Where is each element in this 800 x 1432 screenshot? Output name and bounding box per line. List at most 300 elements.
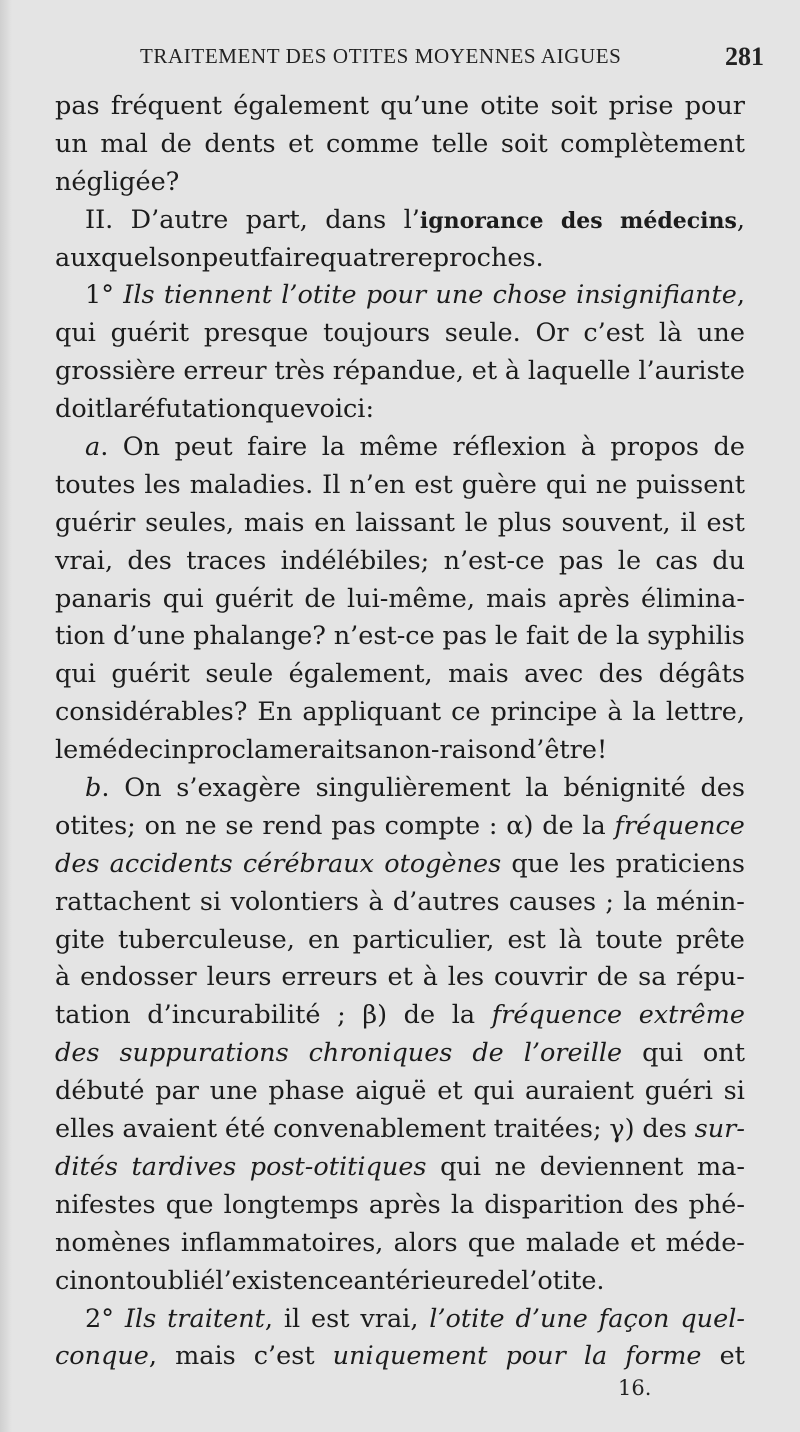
word [55, 88, 100, 126]
text-fragment: cas [655, 545, 698, 576]
text-fragment: ont [702, 1038, 745, 1069]
word [647, 618, 745, 656]
text-line [55, 353, 745, 391]
text-fragment: guérit [111, 659, 190, 690]
word [354, 732, 382, 770]
italic-text: fréquence [491, 1000, 623, 1031]
word [659, 315, 682, 353]
text-fragment: et [471, 356, 498, 387]
text-fragment: seules, [145, 507, 235, 538]
text-fragment: dégâts [658, 659, 745, 690]
word [639, 997, 745, 1035]
italic-text: dités [55, 1151, 118, 1182]
word [577, 618, 608, 656]
text-fragment: pas [331, 810, 376, 841]
text-fragment: singulièrement [315, 773, 511, 804]
word [505, 353, 520, 391]
text-line [55, 315, 745, 353]
text-fragment: malade [525, 1227, 620, 1258]
word [55, 353, 176, 391]
word [155, 1073, 199, 1111]
text-fragment: particulier, [352, 924, 495, 955]
word [620, 202, 745, 240]
word [380, 88, 469, 126]
text-fragment: quatre [320, 242, 406, 273]
italic-text: traitent [167, 1303, 265, 1334]
text-fragment: négligée? [55, 166, 180, 197]
word [465, 505, 488, 543]
text-fragment: élimina- [640, 583, 745, 614]
text-fragment: c’est [253, 1341, 315, 1372]
word [55, 164, 179, 202]
word [250, 1149, 427, 1187]
text-fragment: de [542, 810, 574, 841]
word [113, 618, 185, 656]
text-fragment: part, [245, 204, 308, 235]
text-fragment: même [359, 432, 439, 463]
word [205, 656, 273, 694]
word [362, 997, 387, 1035]
word [105, 391, 128, 429]
text-fragment: que [165, 1189, 214, 1220]
text-fragment: plus [497, 507, 552, 538]
text-fragment: seule [205, 659, 274, 690]
word [368, 884, 383, 922]
text-fragment: prise [608, 91, 674, 121]
text-fragment: ce [451, 697, 481, 728]
text-fragment: ma- [697, 1151, 745, 1182]
word [501, 126, 548, 164]
word [486, 581, 547, 619]
text-fragment: de [160, 128, 192, 159]
word [666, 694, 745, 732]
text-fragment: : [488, 810, 498, 841]
word [697, 1149, 745, 1187]
text-fragment: ne [595, 469, 628, 500]
text-fragment: qui [55, 318, 96, 349]
word [498, 505, 552, 543]
text-fragment: aiguë [355, 1076, 427, 1107]
word [244, 505, 305, 543]
text-fragment: fait [525, 621, 569, 652]
italic-text: suppurations [119, 1038, 289, 1069]
text-fragment: syphilis [647, 621, 745, 652]
word [166, 1187, 214, 1225]
text-fragment: non-raison [382, 735, 520, 766]
text-line [55, 1263, 745, 1301]
text-fragment: n’est-ce [443, 545, 545, 576]
word [618, 543, 641, 581]
text-fragment: on [144, 810, 177, 841]
word [384, 846, 501, 884]
word [55, 581, 152, 619]
text-fragment: comme [326, 128, 420, 159]
word [224, 1187, 359, 1225]
word [641, 581, 745, 619]
text-fragment: elles [55, 1114, 115, 1145]
word [55, 1187, 156, 1225]
text-fragment: est [311, 1303, 350, 1334]
word [414, 467, 452, 505]
italic-text: l’otite [281, 280, 357, 311]
text-fragment: seule. [444, 318, 521, 349]
word [700, 770, 745, 808]
word [546, 467, 587, 505]
text-fragment: laquelle [527, 356, 631, 387]
word [583, 315, 644, 353]
word [333, 353, 464, 391]
text-fragment: si [723, 1076, 745, 1107]
word [535, 315, 568, 353]
italic-text: pour [505, 1341, 566, 1372]
word [516, 1301, 588, 1339]
word [615, 808, 745, 846]
italic-text: pour [365, 280, 427, 311]
text-line [55, 808, 745, 846]
italic-text: la [583, 1341, 608, 1372]
word [55, 240, 170, 278]
word [506, 808, 533, 846]
word [125, 1301, 156, 1339]
text-fragment: lui-même, [346, 583, 475, 614]
text-fragment: otite [480, 91, 540, 121]
text-fragment: pour [684, 91, 745, 121]
text-fragment: il [680, 507, 697, 538]
text-fragment: grossière [55, 356, 176, 387]
text-fragment: la [105, 394, 129, 425]
text-fragment: le [55, 735, 79, 766]
text-fragment: peut [174, 432, 233, 463]
word [393, 884, 500, 922]
word [645, 1073, 713, 1111]
text-fragment: de [403, 1000, 436, 1031]
word [366, 277, 426, 315]
word [347, 581, 475, 619]
italic-text: chose [492, 280, 567, 311]
word [495, 618, 518, 656]
text-line [55, 581, 745, 619]
word [111, 656, 189, 694]
text-fragment: ménin- [656, 886, 745, 917]
word [630, 1225, 655, 1263]
text-line [55, 1225, 745, 1263]
text-fragment: reproches. [405, 242, 544, 273]
italic-text: b [85, 773, 102, 804]
word [528, 353, 631, 391]
text-fragment: mais [448, 659, 509, 690]
word [145, 505, 234, 543]
word [616, 618, 639, 656]
word [423, 959, 438, 997]
word [85, 202, 113, 240]
text-line [55, 1035, 745, 1073]
text-fragment: antérieure [353, 1265, 490, 1296]
word [569, 846, 605, 884]
word [323, 315, 430, 353]
word [685, 88, 745, 126]
text-fragment: l’ [403, 204, 420, 235]
word [55, 543, 113, 581]
word [132, 1149, 237, 1187]
word [55, 1073, 145, 1111]
text-fragment: prête [675, 924, 745, 955]
text-line [55, 1149, 745, 1187]
text-fragment: est [706, 507, 745, 538]
text-fragment: le [494, 621, 519, 652]
word [309, 1035, 453, 1073]
word [560, 126, 745, 164]
word [609, 1111, 634, 1149]
word [525, 1073, 634, 1111]
text-fragment: pas [55, 91, 100, 121]
text-fragment: , [736, 280, 745, 311]
text-fragment: principe [490, 697, 598, 728]
word [119, 1035, 288, 1073]
word [540, 1149, 684, 1187]
text-fragment: après [557, 583, 630, 614]
text-line [55, 543, 745, 581]
text-fragment: considérables? [55, 697, 248, 728]
text-fragment: soit [550, 91, 598, 121]
text-fragment: été [224, 1114, 266, 1145]
text-fragment: Or [535, 318, 569, 349]
word [331, 808, 376, 846]
text-line [55, 1301, 745, 1339]
text-line [55, 694, 745, 732]
word [281, 277, 356, 315]
text-fragment: praticiens [615, 848, 745, 879]
running-title: TRAITEMENT DES OTITES MOYENNES AIGUES [140, 44, 622, 68]
text-fragment: méde- [665, 1227, 745, 1258]
word [200, 884, 221, 922]
text-fragment: erreur [183, 356, 267, 387]
word [100, 126, 148, 164]
text-line [55, 732, 745, 770]
word [181, 1225, 384, 1263]
word [145, 808, 177, 846]
running-head [140, 44, 770, 74]
text-fragment: et [437, 1076, 463, 1107]
word [524, 656, 583, 694]
text-fragment: le [464, 507, 489, 538]
word [127, 543, 172, 581]
word [325, 202, 386, 240]
text-fragment: 2° [85, 1303, 114, 1334]
word [596, 467, 628, 505]
italic-text: Ils [124, 1303, 157, 1334]
word [542, 808, 573, 846]
italic-text: quel- [680, 1303, 745, 1334]
italic-text: cérébraux [242, 848, 375, 879]
italic-text: extrême [638, 1000, 745, 1031]
word [85, 1301, 114, 1339]
italic-text: Ils [123, 280, 155, 311]
text-fragment: presque [203, 318, 309, 349]
word [453, 429, 567, 467]
text-line [55, 884, 745, 922]
word [404, 997, 435, 1035]
text-fragment: sa [638, 962, 667, 993]
text-fragment: oublié [135, 1265, 216, 1296]
text-line [55, 618, 745, 656]
text-fragment: la [451, 1000, 476, 1031]
word [334, 618, 435, 656]
text-fragment: c’est [583, 318, 645, 349]
word [243, 846, 374, 884]
word [355, 1073, 426, 1111]
text-fragment: β) [362, 1000, 388, 1031]
word [655, 543, 698, 581]
word [489, 808, 498, 846]
text-line [55, 770, 745, 808]
text-fragment: , [148, 1341, 158, 1372]
word [167, 1301, 273, 1339]
word [78, 732, 188, 770]
text-fragment: de [713, 432, 745, 463]
word [697, 315, 745, 353]
text-fragment: n’est-ce [333, 621, 435, 652]
word [188, 732, 355, 770]
text-fragment: la [615, 621, 640, 652]
text-fragment: qui [545, 469, 587, 500]
word [349, 467, 405, 505]
text-fragment: En [257, 697, 293, 728]
word [322, 429, 345, 467]
word [131, 202, 229, 240]
text-fragment: vrai, [360, 1303, 419, 1334]
text-fragment: que [467, 1227, 516, 1258]
text-fragment: on [170, 242, 202, 273]
word [55, 959, 70, 997]
text-fragment: en [307, 924, 340, 955]
word [394, 1225, 458, 1263]
text-fragment: que [511, 848, 560, 879]
text-line [55, 1111, 745, 1149]
text-fragment: endosser [80, 962, 197, 993]
word [124, 770, 161, 808]
text-fragment: phase [268, 1076, 345, 1107]
text-fragment: de [576, 621, 609, 652]
text-fragment: que [257, 394, 306, 425]
text-fragment: mais [486, 583, 547, 614]
text-fragment: compte [384, 810, 481, 841]
word [689, 1187, 745, 1225]
word [597, 959, 628, 997]
word [231, 884, 359, 922]
word [623, 884, 646, 922]
word [525, 770, 548, 808]
word [432, 126, 489, 164]
text-fragment: γ) [609, 1114, 635, 1145]
word [55, 732, 78, 770]
text-fragment: qui [162, 583, 204, 614]
text-fragment: se [225, 810, 254, 841]
word [190, 467, 314, 505]
word [123, 277, 154, 315]
italic-text: tardives [131, 1151, 237, 1182]
text-fragment: , [264, 1303, 273, 1334]
word [204, 126, 275, 164]
word [55, 1338, 157, 1376]
word [94, 1263, 136, 1301]
word [55, 618, 105, 656]
word [712, 543, 745, 581]
word [468, 1225, 516, 1263]
word [369, 1187, 441, 1225]
text-fragment: avaient [122, 1114, 218, 1145]
body-text [55, 88, 745, 1376]
word [492, 997, 622, 1035]
word [462, 467, 537, 505]
word [233, 88, 369, 126]
word [609, 88, 674, 126]
text-fragment: tion [55, 621, 106, 652]
text-fragment: une [696, 318, 745, 349]
word [360, 429, 439, 467]
word [55, 808, 136, 846]
word [288, 126, 313, 164]
word [281, 959, 377, 997]
word [55, 1225, 171, 1263]
text-fragment: soit [500, 128, 548, 159]
word [320, 240, 405, 278]
text-fragment: et [719, 1341, 745, 1372]
word [616, 846, 745, 884]
text-fragment: alors [393, 1227, 458, 1258]
word [274, 353, 325, 391]
text-fragment: D’autre [130, 204, 229, 235]
word [186, 543, 266, 581]
word [322, 467, 340, 505]
word [676, 959, 745, 997]
word [521, 1263, 604, 1301]
word [118, 922, 295, 960]
text-fragment: cin [55, 1265, 94, 1296]
text-fragment: à [504, 356, 521, 387]
bold-text: médecins [620, 207, 737, 234]
text-fragment: de [304, 583, 336, 614]
bold-text: des [560, 207, 603, 234]
word [494, 959, 587, 997]
text-fragment: toute [595, 924, 663, 955]
word [225, 808, 253, 846]
text-fragment: pas [442, 621, 488, 652]
text-fragment: et [288, 128, 314, 159]
text-fragment: ne [494, 1151, 527, 1182]
text-fragment: avec [524, 659, 584, 690]
text-fragment: à [607, 697, 623, 728]
text-fragment: à [55, 962, 71, 993]
text-fragment: répandue, [332, 356, 464, 387]
text-fragment: d’incurabilité [147, 1000, 321, 1031]
text-fragment: si [199, 886, 222, 917]
word [246, 202, 308, 240]
italic-text: des [55, 848, 100, 879]
word [490, 694, 597, 732]
text-fragment: bénignité [563, 773, 686, 804]
text-line [55, 1073, 745, 1111]
word [111, 88, 222, 126]
word [507, 922, 545, 960]
text-fragment: également, [288, 659, 433, 690]
text-fragment: des [598, 659, 644, 690]
text-fragment: l’otite. [521, 1265, 605, 1296]
word [406, 240, 544, 278]
text-fragment: est [507, 924, 546, 955]
text-fragment: qui [440, 1151, 482, 1182]
word [435, 277, 483, 315]
text-fragment: d’une [112, 621, 186, 652]
